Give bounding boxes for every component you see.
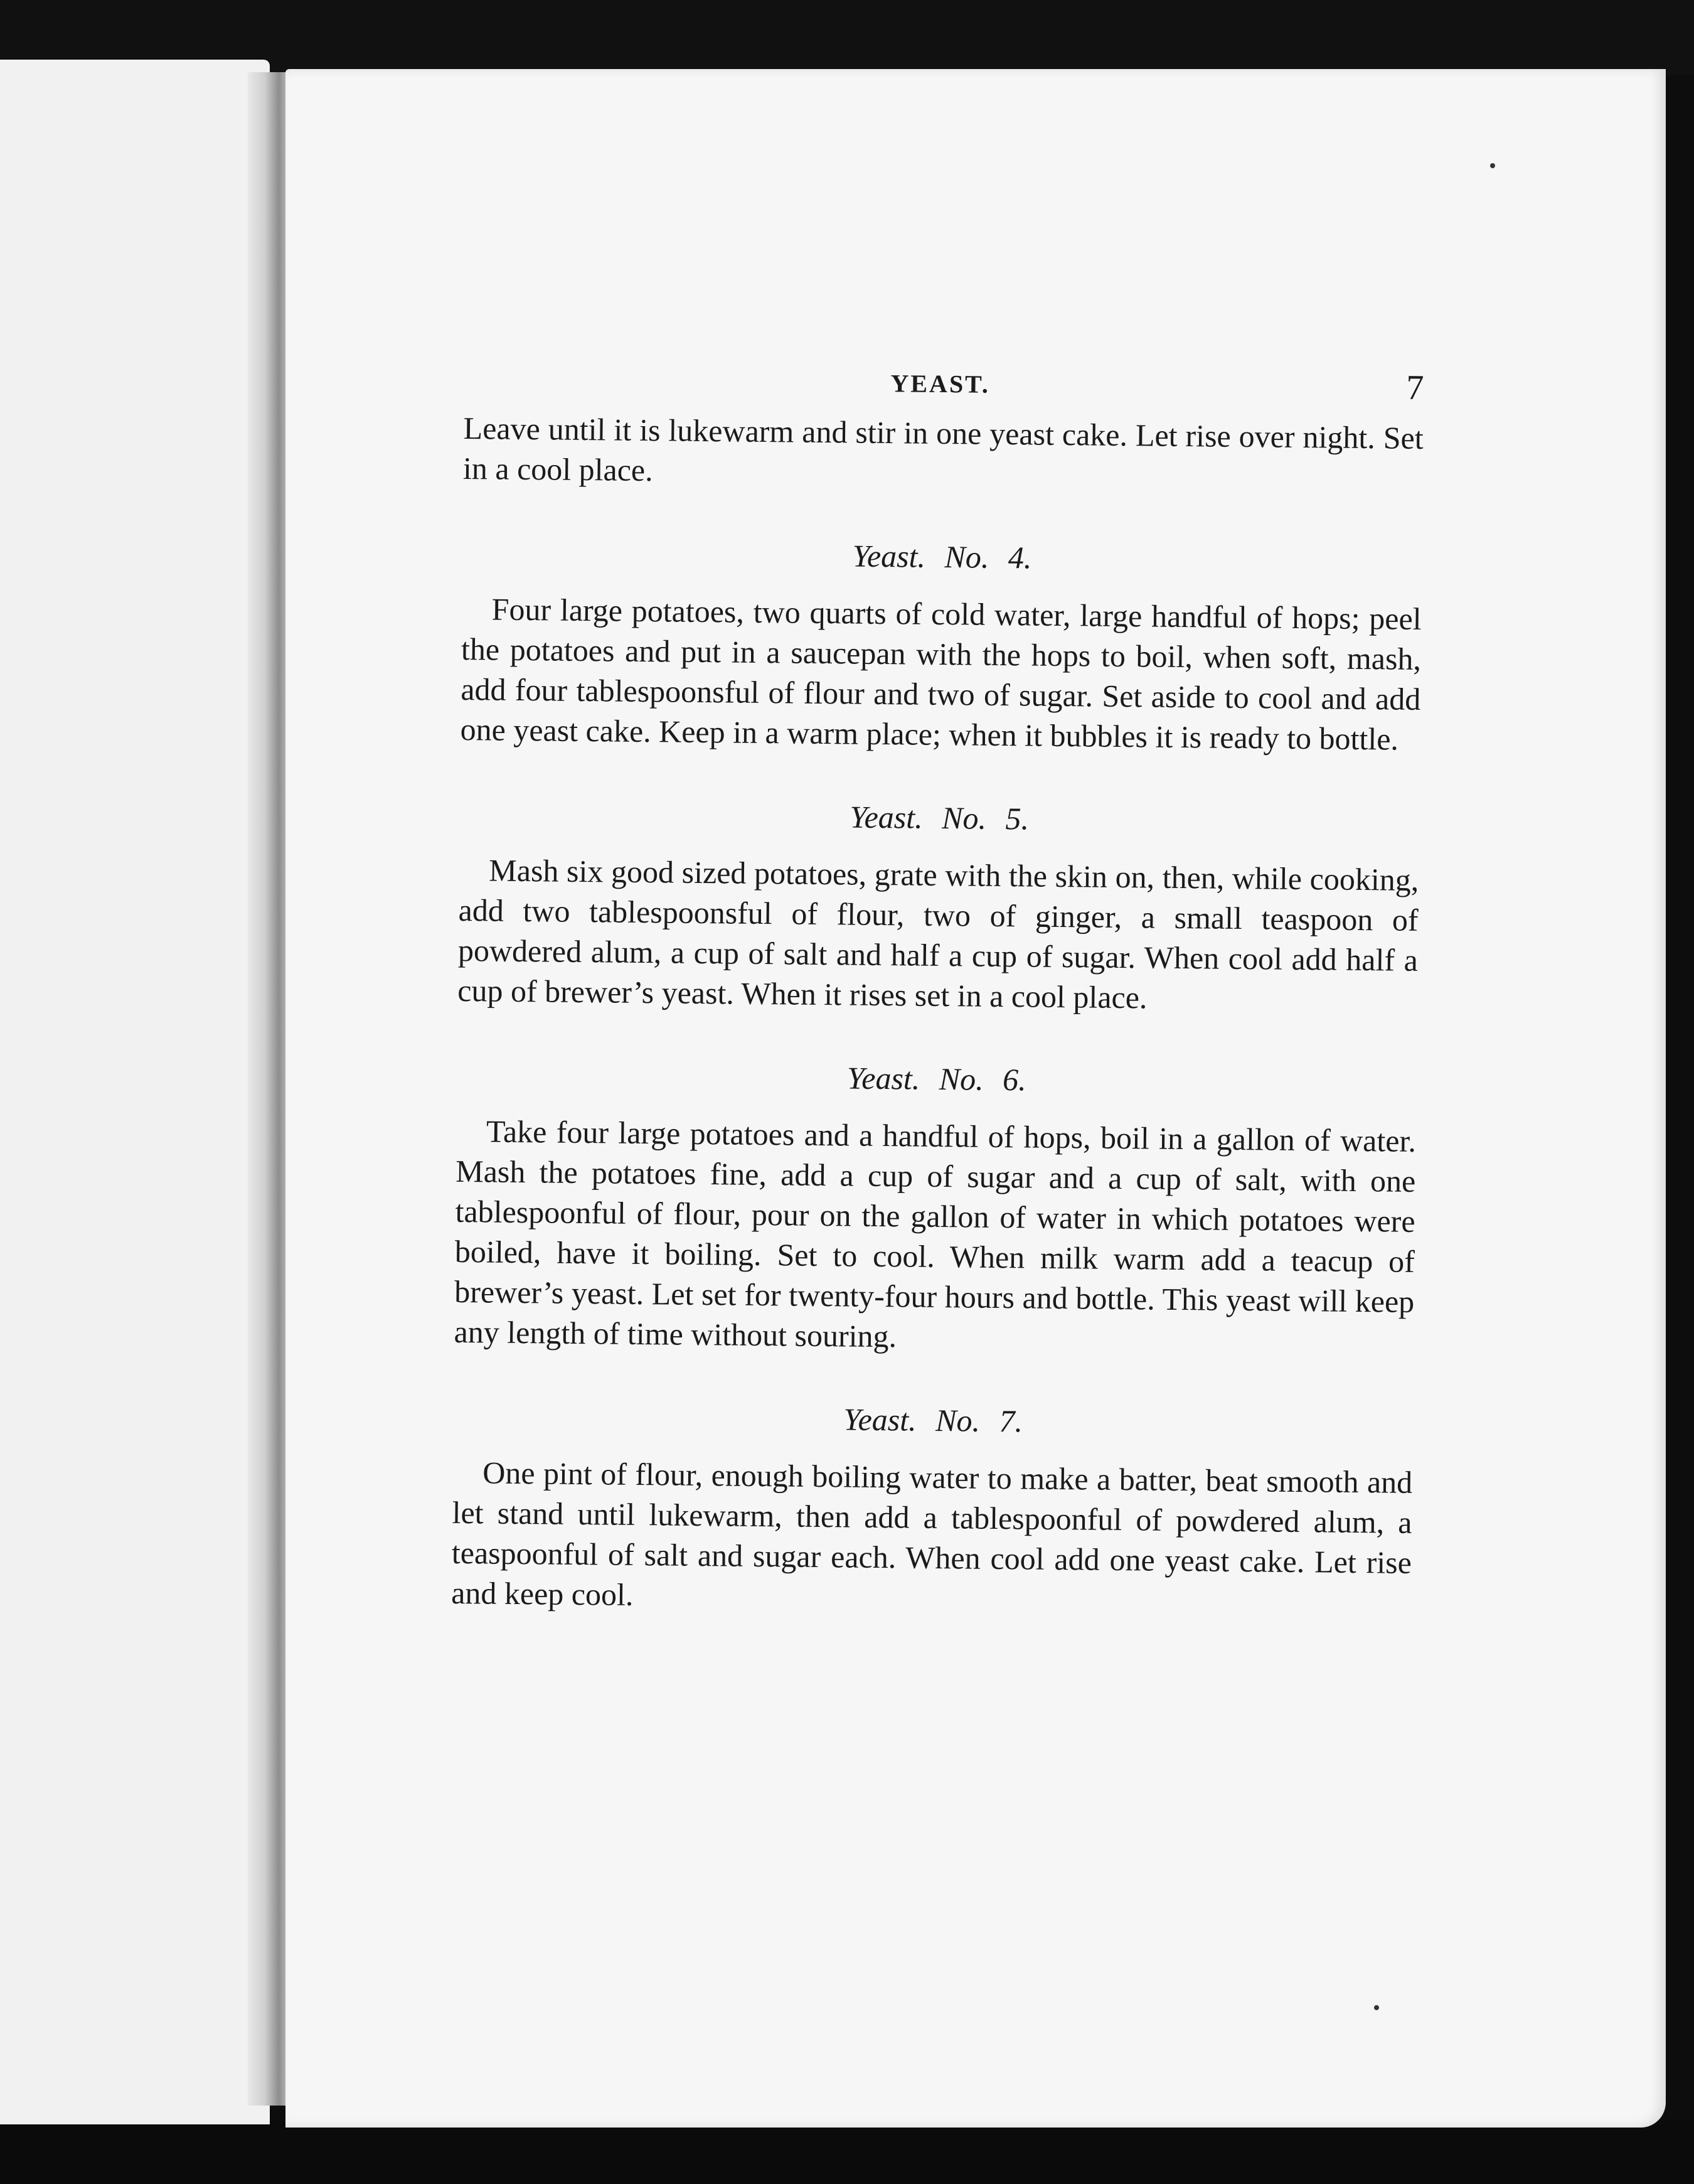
paper-speck: [1490, 163, 1495, 168]
running-head: [464, 351, 1424, 418]
left-page: [0, 60, 270, 2124]
recipe-heading: Yeast. No. 7.: [843, 1401, 1023, 1439]
recipe-yeast-no-7: [451, 1397, 1414, 1623]
intro-paragraph: Leave until it is lukewarm and stir in one yeast cake. Let rise over night. Set in a cool place.: [462, 410, 1424, 488]
recipe-yeast-no-4: [460, 533, 1422, 759]
recipe-heading: Yeast. No. 4.: [852, 538, 1032, 575]
page-number: 7: [1406, 368, 1424, 408]
recipe-text: Mash six good sized potatoes, grate with the skin on, then, while cooking, add two tablespoonsful of flour, two of ginger, a small teaspoon of powdered alum, a cup of salt and half a cup of sugar. When cool add half a cup of brewer’s yeast. When it rises set in a cool place.: [457, 852, 1419, 1015]
recipe-yeast-no-6: [454, 1056, 1417, 1362]
running-head-title: YEAST.: [890, 369, 991, 399]
recipe-text: Four large potatoes, two quarts of cold water, large handful of hops; peel the potatoes and put in a saucepan with the hops to boil, when soft, mash, add four tablespoonsful of flour and two of sugar. Set aside to cool and add one yeast cake. Keep in a warm place; when it bubbles it is ready to bottle.: [460, 591, 1422, 757]
recipe-text: One pint of flour, enough boiling water to make a batter, beat smooth and let stand until lukewarm, then add a tablespoonful of powdered alum, a teaspoonful of salt and sugar each. When cool add one yeast cake. Let rise and keep cool.: [450, 1455, 1413, 1612]
paper-speck: [1374, 2005, 1379, 2010]
recipe-text: Take four large potatoes and a handful of hops, boil in a gallon of water. Mash the potatoes fine, add a cup of sugar and a cup of salt, with one tablespoonful of flour, pour on the gallon of water in which potatoes were boiled, have it boiling. Set to cool. When milk warm add a teacup of brewer’s yeast. Let set for twenty-four hours and bottle. This yeast will keep any length of time without souring.: [454, 1113, 1417, 1354]
page-content: [451, 351, 1424, 1623]
recipe-yeast-no-5: [457, 795, 1420, 1020]
scan-bottom-edge: [0, 2121, 1694, 2184]
recipe-heading: Yeast. No. 6.: [846, 1060, 1026, 1098]
recipe-heading: Yeast. No. 5.: [850, 799, 1030, 837]
